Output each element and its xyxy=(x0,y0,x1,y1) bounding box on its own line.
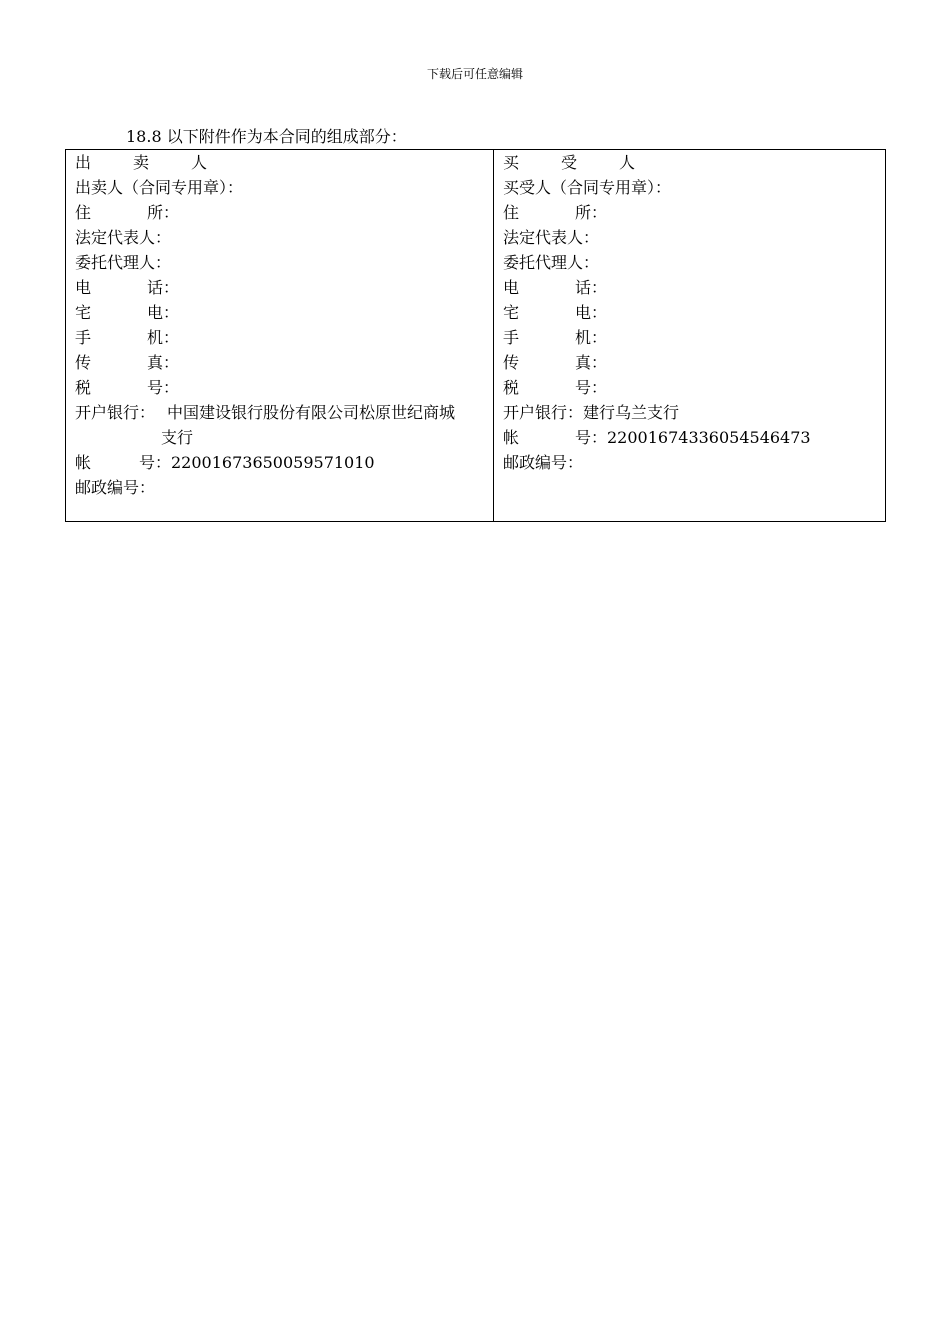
buyer-mobile-label-a: 手 xyxy=(503,328,520,347)
seller-title-char: 出 xyxy=(75,153,92,172)
party-table xyxy=(65,149,886,522)
seller-home-phone-label-b: 电： xyxy=(146,303,179,322)
seller-home-phone-label-a: 宅 xyxy=(75,303,92,322)
seller-postal-label: 邮政编号： xyxy=(75,478,156,497)
seller-bank xyxy=(75,400,493,450)
seller-agent xyxy=(75,250,493,275)
buyer-address-label-a: 住 xyxy=(503,203,520,222)
seller-tax xyxy=(75,375,493,400)
seller-mobile-label-a: 手 xyxy=(75,328,92,347)
seller-account xyxy=(75,450,493,475)
buyer-account-label-a: 帐 xyxy=(503,428,520,447)
seller-legal-rep-label: 法定代表人： xyxy=(75,228,172,247)
buyer-account-value: 22001674336054546473 xyxy=(607,428,811,447)
seller-account-label-a: 帐 xyxy=(75,453,92,472)
seller-postal xyxy=(75,475,493,500)
seller-fax-label-b: 真： xyxy=(146,353,179,372)
seller-phone-label-a: 电 xyxy=(75,278,92,297)
seller-seal-label: 出卖人（合同专用章）： xyxy=(75,178,244,197)
buyer-phone-label-a: 电 xyxy=(503,278,520,297)
seller-title xyxy=(75,150,493,175)
buyer-mobile-label-b: 机： xyxy=(574,328,607,347)
buyer-account-label-b: 号： xyxy=(574,428,607,447)
buyer-bank xyxy=(503,400,885,425)
seller-account-label-b: 号： xyxy=(138,453,171,472)
seller-column xyxy=(66,150,494,521)
seller-address-label-a: 住 xyxy=(75,203,92,222)
clause-18-8: 18.8 以下附件作为本合同的组成部分： xyxy=(126,127,407,146)
buyer-column xyxy=(494,150,885,521)
seller-title-char: 人 xyxy=(190,153,207,172)
seller-mobile xyxy=(75,325,493,350)
buyer-postal-label: 邮政编号： xyxy=(503,453,584,472)
seller-account-value: 22001673650059571010 xyxy=(171,453,375,472)
seller-home-phone xyxy=(75,300,493,325)
buyer-fax xyxy=(503,350,885,375)
seller-tax-label-a: 税 xyxy=(75,378,92,397)
buyer-tax-label-b: 号： xyxy=(574,378,607,397)
buyer-title-char: 买 xyxy=(503,153,520,172)
seller-address-label-b: 所： xyxy=(146,203,179,222)
buyer-legal-rep-label: 法定代表人： xyxy=(503,228,600,247)
buyer-title-char: 人 xyxy=(618,153,635,172)
buyer-mobile xyxy=(503,325,885,350)
buyer-fax-label-a: 传 xyxy=(503,353,520,372)
buyer-account xyxy=(503,425,885,450)
seller-fax-label-a: 传 xyxy=(75,353,92,372)
buyer-legal-rep xyxy=(503,225,885,250)
seller-agent-label: 委托代理人： xyxy=(75,253,172,272)
buyer-fax-label-b: 真： xyxy=(574,353,607,372)
buyer-address-label-b: 所： xyxy=(574,203,607,222)
seller-bank-label: 开户银行： xyxy=(75,403,156,422)
buyer-home-phone-label-a: 宅 xyxy=(503,303,520,322)
buyer-title xyxy=(503,150,885,175)
seller-bank-value: 中国建设银行股份有限公司松原世纪商城支行 xyxy=(161,403,456,447)
buyer-home-phone-label-b: 电： xyxy=(574,303,607,322)
buyer-bank-label: 开户银行： xyxy=(503,403,584,422)
buyer-phone-label-b: 话： xyxy=(574,278,607,297)
buyer-seal xyxy=(503,175,885,200)
buyer-seal-label: 买受人（合同专用章）： xyxy=(503,178,672,197)
buyer-address xyxy=(503,200,885,225)
buyer-agent-label: 委托代理人： xyxy=(503,253,600,272)
seller-phone-label-b: 话： xyxy=(146,278,179,297)
seller-address xyxy=(75,200,493,225)
page-header: 下载后可任意编辑 xyxy=(426,67,523,81)
buyer-tax xyxy=(503,375,885,400)
seller-fax xyxy=(75,350,493,375)
seller-tax-label-b: 号： xyxy=(146,378,179,397)
seller-mobile-label-b: 机： xyxy=(146,328,179,347)
seller-phone xyxy=(75,275,493,300)
buyer-agent xyxy=(503,250,885,275)
buyer-home-phone xyxy=(503,300,885,325)
buyer-postal xyxy=(503,450,885,475)
seller-title-char: 卖 xyxy=(132,153,149,172)
seller-legal-rep xyxy=(75,225,493,250)
buyer-tax-label-a: 税 xyxy=(503,378,520,397)
buyer-phone xyxy=(503,275,885,300)
buyer-bank-value: 建行乌兰支行 xyxy=(583,403,680,422)
seller-seal xyxy=(75,175,493,200)
buyer-title-char: 受 xyxy=(560,153,577,172)
